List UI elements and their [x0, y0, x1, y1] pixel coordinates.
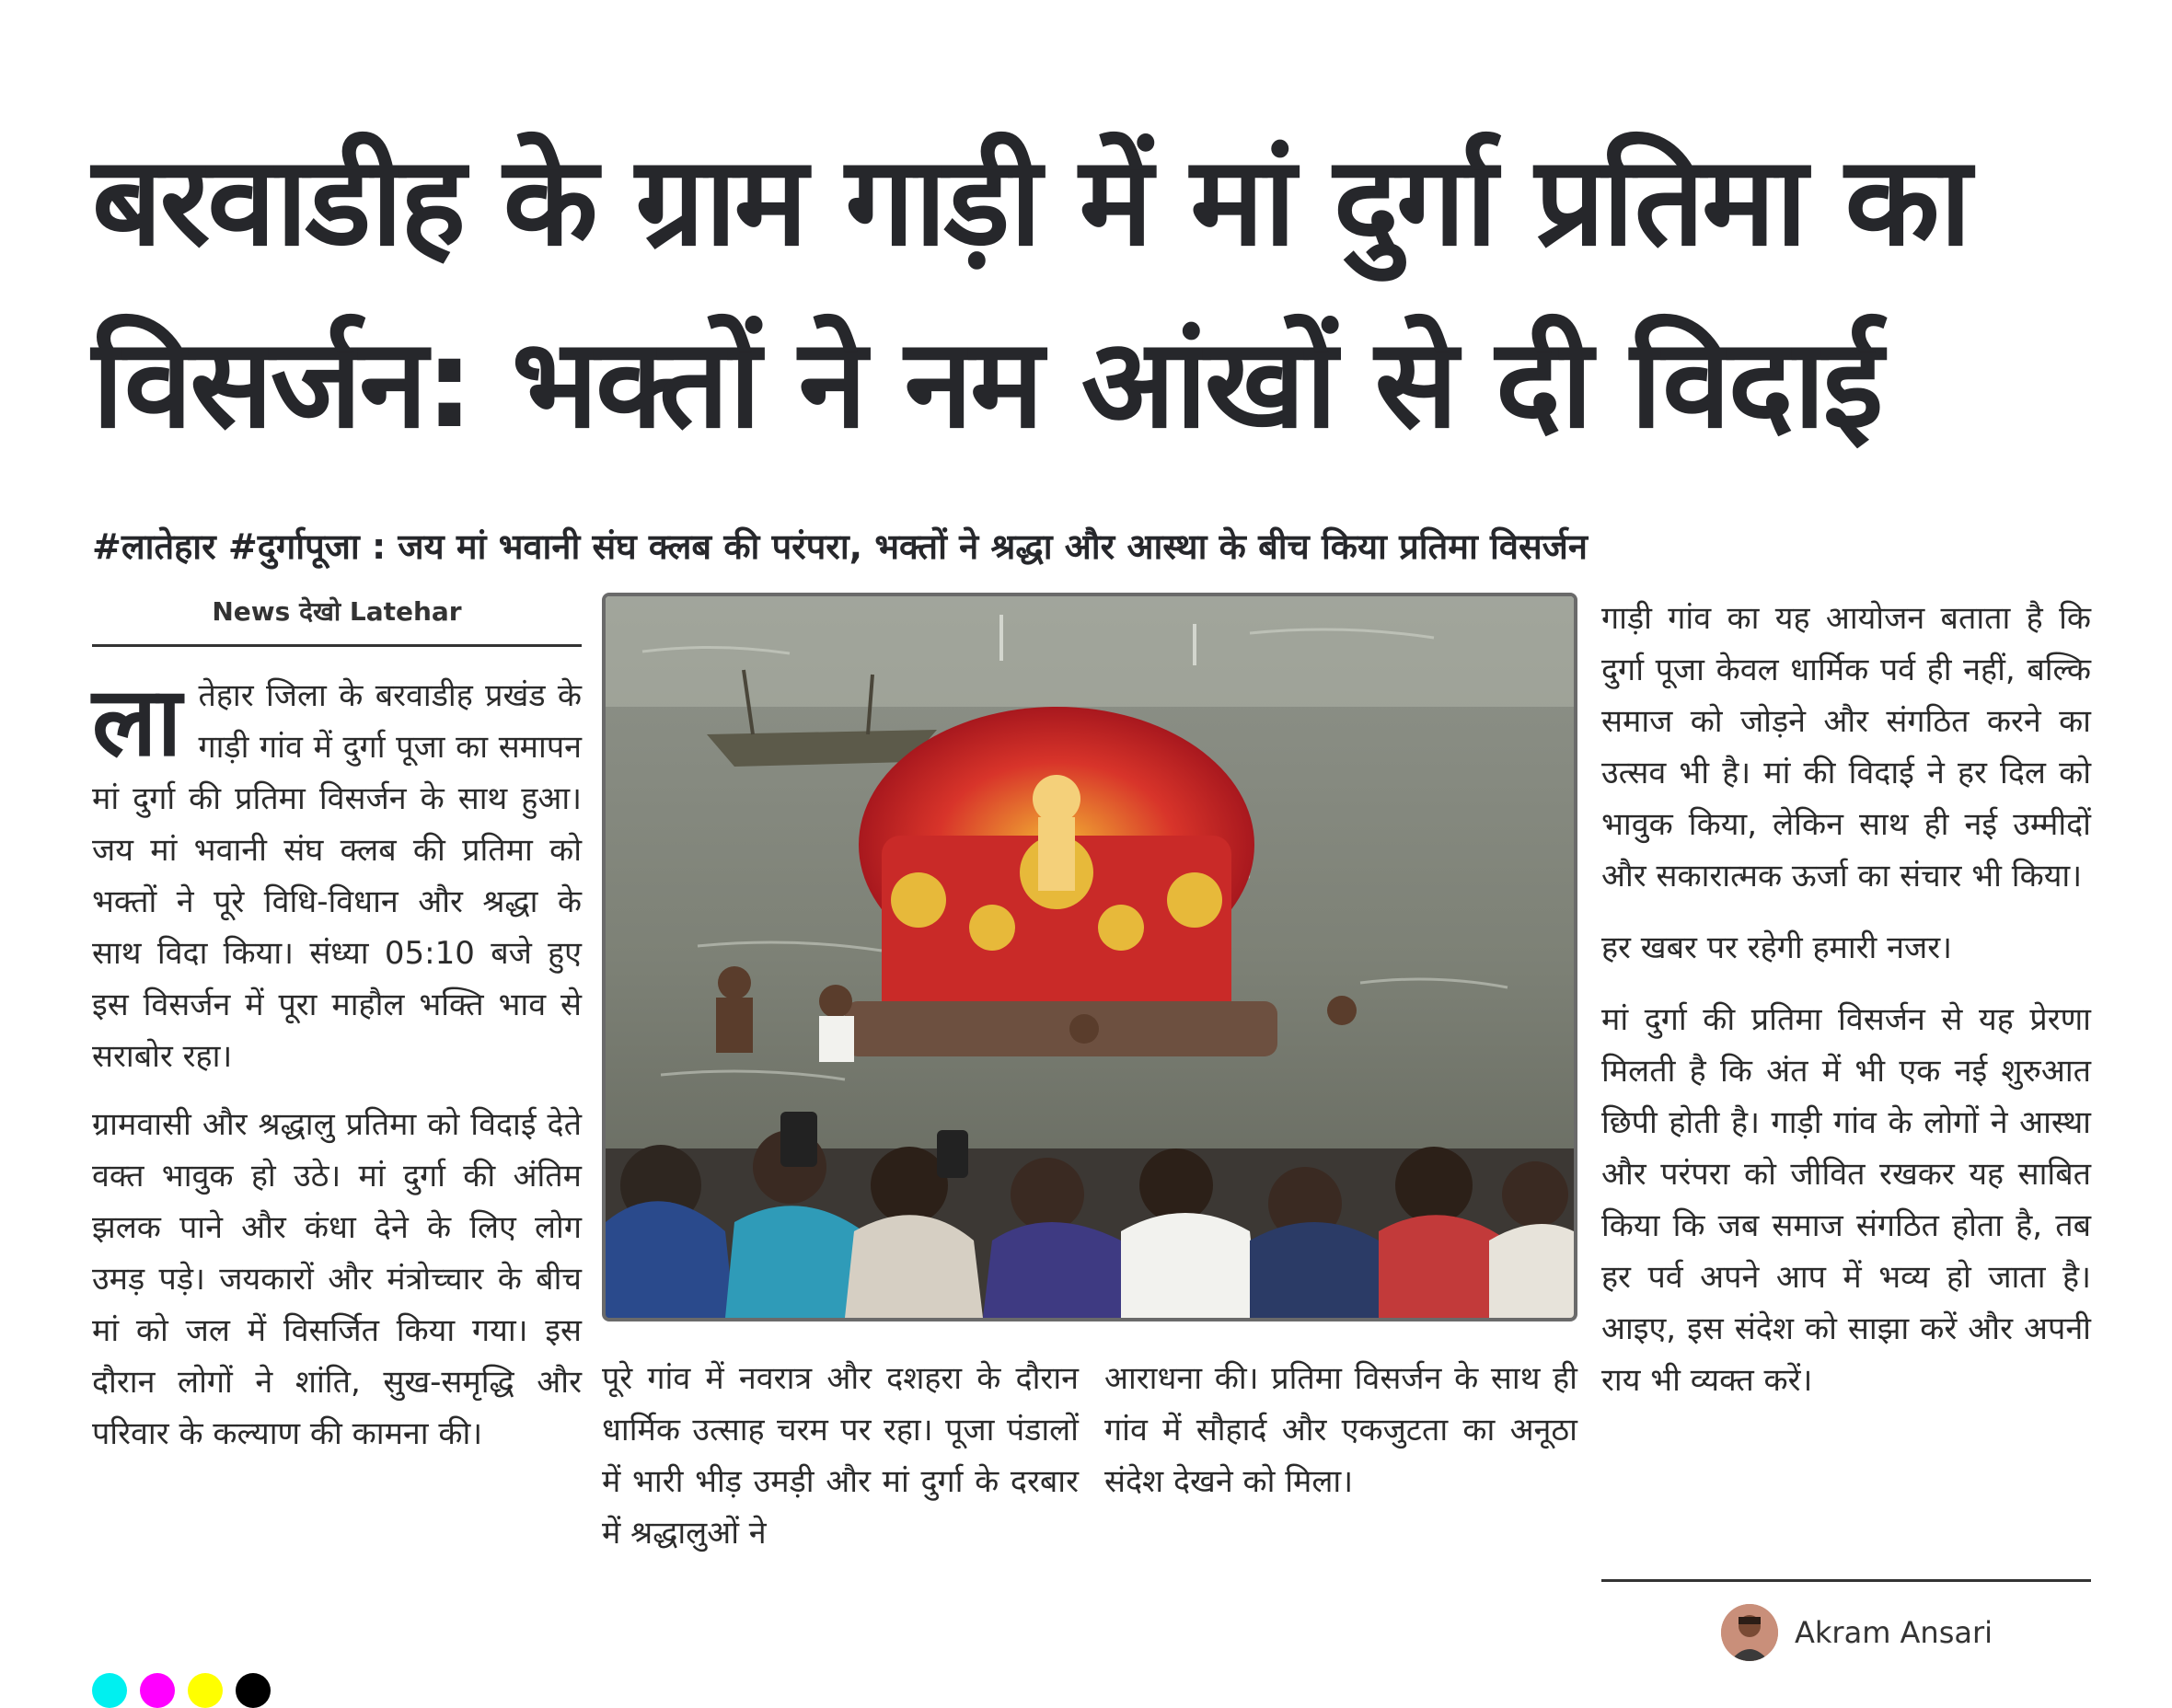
- subheadline: #लातेहार #दुर्गापूजा : जय मां भवानी संघ क्लब की परंपरा, भक्तों ने श्रद्धा और आस्था के बीच किया प्रतिमा विसर्जन: [92, 526, 1588, 567]
- paragraph-4: गाड़ी गांव का यह आयोजन बताता है कि दुर्गा पूजा केवल धार्मिक पर्व ही नहीं, बल्कि समाज को जोड़ने और संगठित करने का उत्सव भी है। मां की विदाई ने हर दिल को भावुक किया, लेकिन साथ ही नई उम्मीदों और सकारात्मक ऊर्जा का संचार भी किया।: [1601, 600, 2091, 894]
- black-dot: [236, 1673, 271, 1708]
- paragraph-1-text: तेहार जिला के बरवाडीह प्रखंड के गाड़ी गांव में दुर्गा पूजा का समापन मां दुर्गा की प्रतिमा विसर्जन के साथ हुआ। जय मां भवानी संघ क्लब की प्रतिमा को भक्तों ने पूरे विधि-विधान और श्रद्धा के साथ विदा किया। संध्या 05:10 बजे हुए इस विसर्जन में पूरा माहौल भक्ति भाव से सराबोर रहा।: [92, 677, 582, 1075]
- author-rule: [1601, 1579, 2091, 1582]
- cmyk-registration-marks: [92, 1673, 271, 1708]
- byline: News देखो Latehar: [212, 596, 462, 627]
- author-name: Akram Ansari: [1795, 1615, 1993, 1650]
- column-left: [92, 665, 582, 1476]
- photo-illustration: [606, 596, 1574, 1318]
- avatar-icon: [1721, 1604, 1778, 1661]
- cyan-dot: [92, 1673, 127, 1708]
- paragraph-1: [92, 665, 582, 1082]
- paragraph-6: मां दुर्गा की प्रतिमा विसर्जन से यह प्रेरणा मिलती है कि अंत में भी एक नई शुरुआत छिपी होती है। गाड़ी गांव के लोगों ने आस्था और परंपरा को जीवित रखकर यह साबित किया कि जब समाज संगठित होता है, तब हर पर्व अपने आप में भव्य हो जाता है। आइए, इस संदेश को साझा करें और अपनी राय भी व्यक्त करें।: [1601, 1001, 2091, 1399]
- author-credit: [1721, 1601, 1993, 1664]
- byline-rule: [92, 644, 582, 647]
- yellow-dot: [188, 1673, 223, 1708]
- author-avatar: [1721, 1604, 1778, 1661]
- paragraph-2: ग्रामवासी और श्रद्धालु प्रतिमा को विदाई देते वक्त भावुक हो उठे। मां दुर्गा की अंतिम झलक पाने और कंधा देने के लिए लोग उमड़ पड़े। जयकारों और मंत्रोच्चार के बीच मां को जल में विसर्जित किया गया। इस दौरान लोगों ने शांति, सुख-समृद्धि और परिवार के कल्याण की कामना की।: [92, 1106, 582, 1452]
- durga-immersion-photo: [602, 593, 1577, 1321]
- paragraph-3-part-1: पूरे गांव में नवरात्र और दशहरा के दौरान धार्मिक उत्साह चरम पर रहा। पूजा पंडालों में भारी भीड़ उमड़ी और मां दुर्गा के दरबार में श्रद्धालुओं ने: [602, 1360, 1079, 1552]
- dropcap: ला: [92, 665, 182, 778]
- paragraph-3-part-2: आराधना की। प्रतिमा विसर्जन के साथ ही गांव में सौहार्द और एकजुटता का अनूठा संदेश देखने को मिला।: [1104, 1360, 1577, 1500]
- paragraph-5: हर खबर पर रहेगी हमारी नजर।: [1601, 929, 1953, 966]
- headline: बरवाडीह के ग्राम गाड़ी में मां दुर्गा प्रतिमा का विसर्जन: भक्तों ने नम आंखों से दी विदाई: [92, 130, 1970, 456]
- column-right: [1601, 593, 2091, 1426]
- magenta-dot: [140, 1673, 175, 1708]
